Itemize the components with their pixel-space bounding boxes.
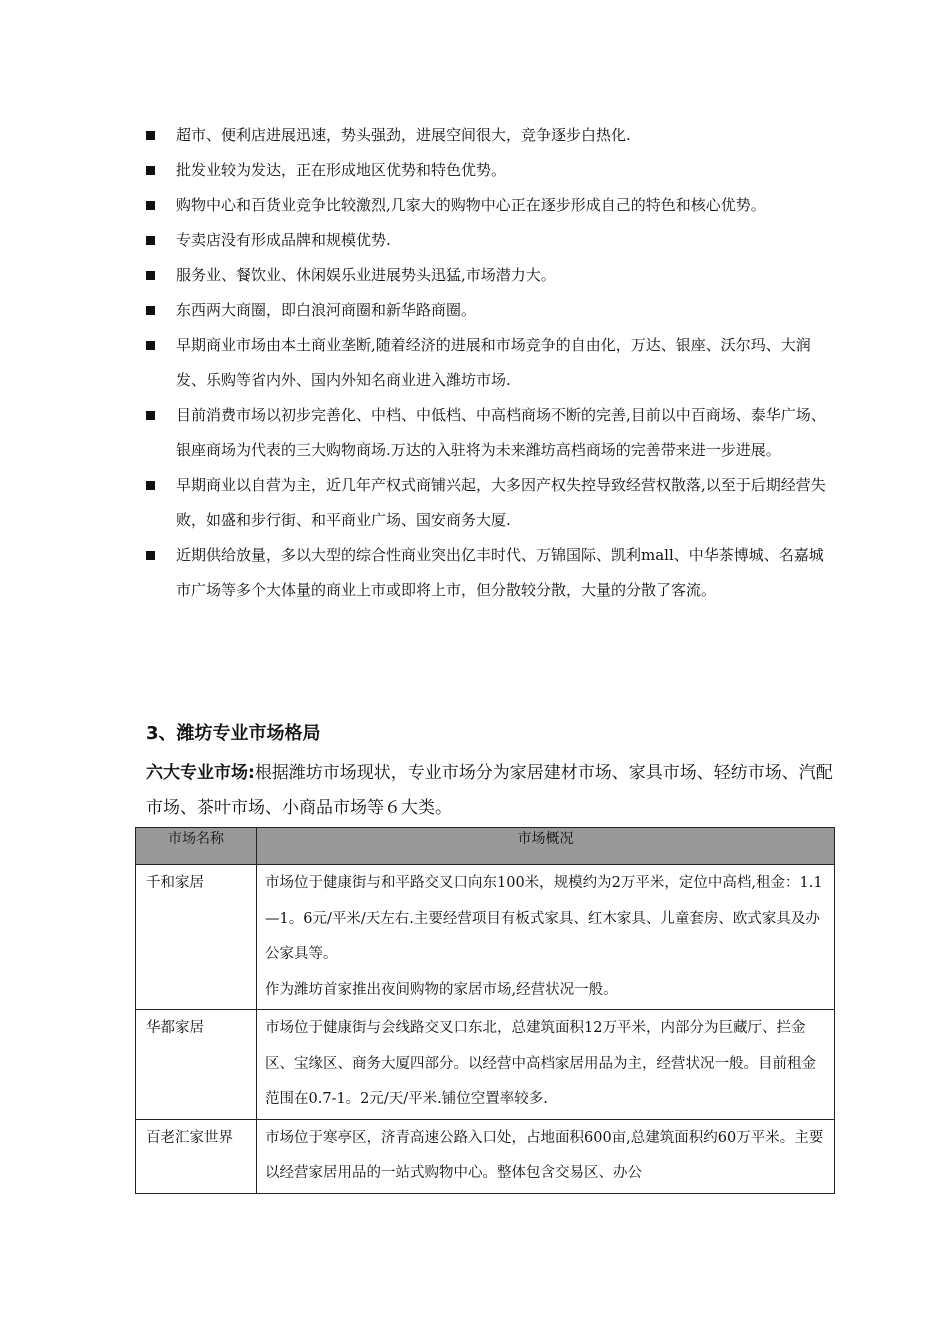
bullet-item: 超市、便利店进展迅速，势头强劲，进展空间很大，竞争逐步白热化. (146, 118, 836, 153)
market-name: 千和家居 (136, 865, 257, 1010)
bullet-item: 早期商业以自营为主，近几年产权式商铺兴起，大多因产权失控导致经营权散落,以至于后期经营失败，如盛和步行街、和平商业广场、国安商务大厦. (146, 468, 836, 538)
header-market-overview: 市场概况 (257, 828, 835, 865)
bullet-item: 专卖店没有形成品牌和规模优势. (146, 223, 836, 258)
table-header-row (136, 828, 835, 865)
bullet-item: 购物中心和百货业竞争比较激烈,几家大的购物中心正在逐步形成自己的特色和核心优势。 (146, 188, 836, 223)
bullet-item: 早期商业市场由本土商业垄断,随着经济的进展和市场竞争的自由化，万达、银座、沃尔玛、大润发、乐购等省内外、国内外知名商业进入潍坊市场. (146, 328, 836, 398)
market-overview (257, 1119, 835, 1193)
market-name: 华都家居 (136, 1010, 257, 1120)
bullet-item: 服务业、餐饮业、休闲娱乐业进展势头迅猛,市场潜力大。 (146, 258, 836, 293)
table-row (136, 1010, 835, 1120)
market-overview (257, 1010, 835, 1120)
bullet-item: 目前消费市场以初步完善化、中档、中低档、中高档商场不断的完善,目前以中百商场、泰华广场、银座商场为代表的三大购物商场.万达的入驻将为未来潍坊高档商场的完善带来进一步进展。 (146, 398, 836, 468)
bullet-item: 批发业较为发达，正在形成地区优势和特色优势。 (146, 153, 836, 188)
table-row (136, 1119, 835, 1193)
market-name: 百老汇家世界 (136, 1119, 257, 1193)
intro-text: 根据潍坊市场现状，专业市场分为家居建材市场、家具市场、轻纺市场、汽配市场、茶叶市场、小商品市场等６大类。 (146, 763, 833, 818)
bullet-item: 东西两大商圈，即白浪河商圈和新华路商圈。 (146, 293, 836, 328)
market-note: 作为潍坊首家推出夜间购物的家居市场,经营状况一般。 (265, 981, 618, 998)
market-desc: 市场位于寒亭区，济青高速公路入口处，占地面积600亩,总建筑面积约60万平米。主要以经营家居用品的一站式购物中心。整体包含交易区、办公 (265, 1129, 824, 1181)
bullet-list (146, 118, 836, 608)
market-desc: 市场位于健康街与和平路交叉口向东100米，规模约为2万平米，定位中高档,租金：1.1—1。6元/平米/天左右.主要经营项目有板式家具、红木家具、儿童套房、欧式家具及办公家具等。 (265, 875, 823, 962)
section-title: 3、潍坊专业市场格局 (146, 723, 321, 744)
table-row (136, 865, 835, 1010)
header-market-name: 市场名称 (136, 828, 257, 865)
bullet-item: 近期供给放量，多以大型的综合性商业突出亿丰时代、万锦国际、凯利mall、中华茶博城、名嘉城市广场等多个大体量的商业上市或即将上市，但分散较分散，大量的分散了客流。 (146, 538, 836, 608)
intro-paragraph (146, 756, 836, 826)
market-table (135, 827, 835, 1194)
market-desc: 市场位于健康街与会线路交叉口东北，总建筑面积12万平米，内部分为巨藏厅、拦金区、宝缘区、商务大厦四部分。以经营中高档家居用品为主，经营状况一般。目前租金范围在0.7-1。2元/天/平米.铺位空置率较多. (265, 1020, 816, 1107)
market-overview (257, 865, 835, 1010)
intro-lead: 六大专业市场: (146, 763, 255, 783)
